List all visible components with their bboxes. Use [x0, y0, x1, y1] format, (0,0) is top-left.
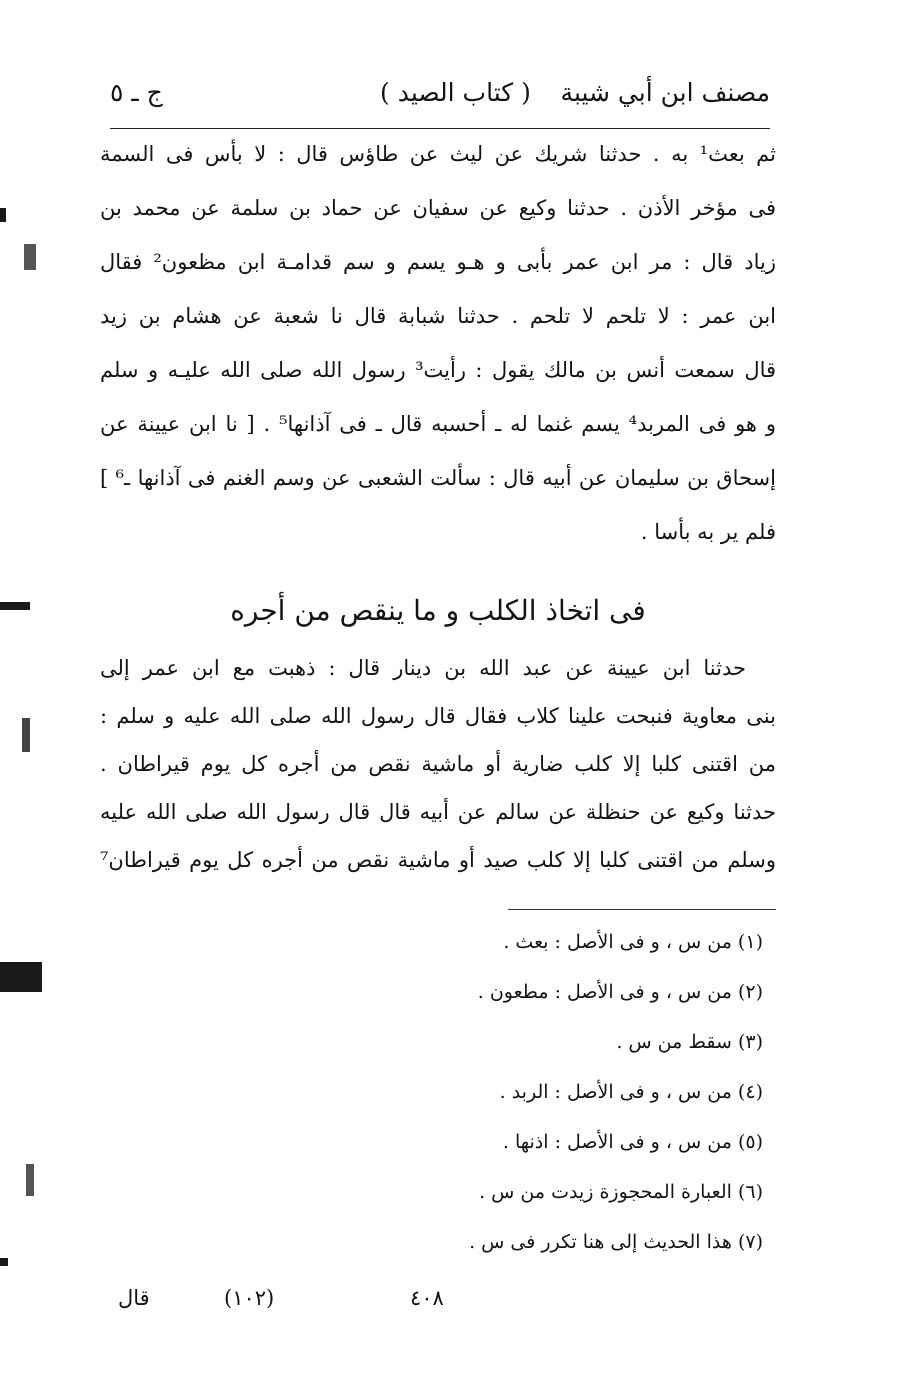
- scan-mark: [26, 1164, 34, 1196]
- footnote: (٥) من س ، و فى الأصل : اذنها .: [502, 1131, 763, 1153]
- text-line: ابن عمر : لا تلحم لا تلحم . حدثنا شبابة قال نا شعبة عن هشام بن زيد: [100, 304, 776, 328]
- footnote: (٢) من س ، و فى الأصل : مطعون .: [477, 981, 763, 1003]
- footnote: (١) من س ، و فى الأصل : بعث .: [503, 931, 763, 953]
- scan-mark: [0, 208, 6, 222]
- text-line: من اقتنى كلبا إلا كلب ضارية أو ماشية نقص من أجره كل يوم قيراطان .: [100, 752, 776, 776]
- volume-number: ج ـ ٥: [110, 78, 163, 107]
- scan-mark: [0, 602, 30, 610]
- text-line: قال سمعت أنس بن مالك يقول : رأيت³ رسول الله صلى الله عليـه و سلم: [100, 358, 777, 382]
- header-rule: [110, 128, 770, 129]
- text-line: حدثنا ابن عيينة عن عبد الله بن دينار قال : ذهبت مع ابن عمر إلى: [100, 656, 746, 680]
- scan-mark: [22, 718, 30, 752]
- section-title: ( كتاب الصيد ): [380, 78, 531, 107]
- footnote: (٤) من س ، و فى الأصل : الربد .: [499, 1081, 763, 1103]
- footnote: (٣) سقط من س .: [616, 1031, 763, 1053]
- scan-mark: [0, 962, 42, 992]
- chapter-heading: فى اتخاذ الكلب و ما ينقص من أجره: [230, 594, 646, 627]
- scan-mark: [24, 244, 36, 270]
- text-line: فى مؤخر الأذن . حدثنا وكيع عن سفيان عن حماد بن سلمة عن محمد بن: [100, 196, 776, 220]
- paragraph-dogs: [100, 648, 776, 908]
- scan-mark: [0, 1258, 8, 1266]
- text-line: وسلم من اقتنى كلبا إلا كلب صيد أو ماشية نقص من أجره كل يوم قيراطان⁷: [100, 848, 776, 872]
- footnote-rule: [508, 909, 776, 910]
- text-line: زياد قال : مر ابن عمر بأبى و هـو يسم و سم قدامـة ابن مظعون² فقال: [100, 250, 776, 274]
- page-number: ٤٠٨: [410, 1286, 444, 1310]
- footnote: (٧) هذا الحديث إلى هنا تكرر فى س .: [469, 1231, 763, 1253]
- text-line: فلم ير به بأسا .: [640, 520, 776, 544]
- text-line: ثم بعث¹ به . حدثنا شريك عن ليث عن طاؤس قال : لا بأس فى السمة: [100, 142, 776, 166]
- text-line: إسحاق بن سليمان عن أبيه قال : سألت الشعبى عن وسم الغنم فى آذانها ـ⁶ ]: [100, 466, 776, 490]
- book-title: مصنف ابن أبي شيبة: [560, 78, 770, 107]
- sequence-number: (١٠٢): [224, 1286, 275, 1310]
- running-header: [110, 72, 770, 124]
- paragraph-sawm: [100, 134, 777, 544]
- text-line: بنى معاوية فنبحت علينا كلاب فقال قال رسول الله صلى الله عليه و سلم :: [100, 704, 776, 728]
- text-line: حدثنا وكيع عن حنظلة عن سالم عن أبيه قال قال رسول الله صلى الله عليه: [100, 800, 776, 824]
- footnote: (٦) العبارة المحجوزة زيدت من س .: [479, 1181, 763, 1203]
- text-line: و هو فى المربد⁴ يسم غنما له ـ أحسبه قال ـ فى آذانها⁵ . [ نا ابن عيينة عن: [100, 412, 776, 436]
- catchword: قال: [118, 1286, 150, 1310]
